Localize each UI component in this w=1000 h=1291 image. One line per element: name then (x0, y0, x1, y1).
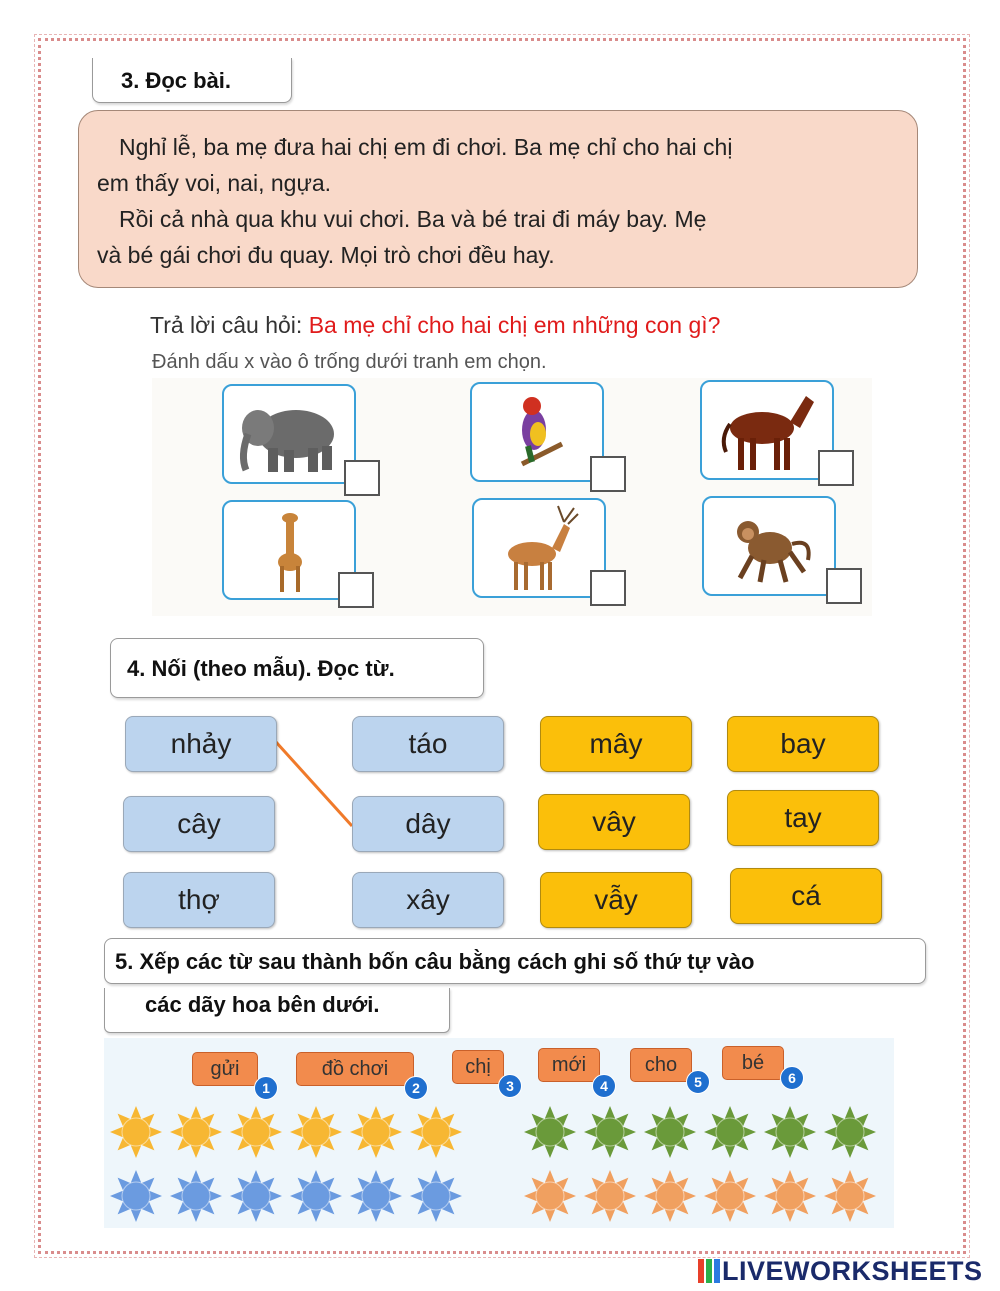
word-card[interactable]: dây (352, 796, 504, 852)
flower-icon[interactable] (764, 1106, 816, 1158)
tag-number: 5 (686, 1070, 710, 1094)
flower-icon[interactable] (584, 1170, 636, 1222)
tag-number: 6 (780, 1066, 804, 1090)
word-card[interactable]: xây (352, 872, 504, 928)
word-card[interactable]: vẫy (540, 872, 692, 928)
flower-icon[interactable] (110, 1170, 162, 1222)
section4-heading: 4. Nối (theo mẫu). Đọc từ. (110, 638, 484, 698)
word-card[interactable]: cây (123, 796, 275, 852)
section5-heading-continued: các dãy hoa bên dưới. (104, 988, 450, 1033)
word-tag: đồ chơi (296, 1052, 414, 1086)
word-card[interactable]: mây (540, 716, 692, 772)
flower-icon[interactable] (350, 1170, 402, 1222)
flower-icon[interactable] (764, 1170, 816, 1222)
story-line: Nghỉ lễ, ba mẹ đưa hai chị em đi chơi. Ba mẹ chỉ cho hai chị (119, 134, 733, 160)
story-line: Rồi cả nhà qua khu vui chơi. Ba và bé trai đi máy bay. Mẹ (119, 206, 707, 232)
flower-icon[interactable] (290, 1170, 342, 1222)
flower-icon[interactable] (290, 1106, 342, 1158)
flower-icon[interactable] (524, 1106, 576, 1158)
flower-icon[interactable] (410, 1106, 462, 1158)
word-card[interactable]: vây (538, 794, 690, 850)
tag-number: 1 (254, 1076, 278, 1100)
flower-icon[interactable] (350, 1106, 402, 1158)
section3-heading: 3. Đọc bài. (92, 58, 292, 103)
flower-icon[interactable] (704, 1170, 756, 1222)
section5-heading: 5. Xếp các từ sau thành bốn câu bằng cách ghi số thứ tự vào (104, 938, 926, 984)
flower-icon[interactable] (644, 1106, 696, 1158)
flower-icon[interactable] (584, 1106, 636, 1158)
story-line: và bé gái chơi đu quay. Mọi trò chơi đều hay. (97, 242, 555, 268)
tag-number: 4 (592, 1074, 616, 1098)
word-card[interactable]: táo (352, 716, 504, 772)
word-tag: bé (722, 1046, 784, 1080)
tag-number: 3 (498, 1074, 522, 1098)
word-tag: mới (538, 1048, 600, 1082)
flower-icon[interactable] (644, 1170, 696, 1222)
logo-icon (698, 1259, 720, 1283)
flower-icon[interactable] (170, 1106, 222, 1158)
word-tag: cho (630, 1048, 692, 1082)
flower-icon[interactable] (110, 1106, 162, 1158)
word-card[interactable]: tay (727, 790, 879, 846)
story-line: em thấy voi, nai, ngựa. (97, 170, 332, 196)
flower-icon[interactable] (824, 1170, 876, 1222)
question-prefix: Trả lời câu hỏi: (150, 312, 309, 338)
word-card[interactable]: thợ (123, 872, 275, 928)
flower-icon[interactable] (524, 1170, 576, 1222)
instruction: Đánh dấu x vào ô trống dưới tranh em chọn. (152, 351, 547, 373)
flower-icon[interactable] (410, 1170, 462, 1222)
flower-icon[interactable] (230, 1170, 282, 1222)
word-card[interactable]: bay (727, 716, 879, 772)
word-card[interactable]: cá (730, 868, 882, 924)
flower-rows (104, 1038, 894, 1228)
flower-icon[interactable] (704, 1106, 756, 1158)
liveworksheets-logo (698, 1256, 983, 1287)
flower-icon[interactable] (230, 1106, 282, 1158)
logo-text: LIVEWORKSHEETS (722, 1256, 983, 1286)
question-text: Ba mẹ chỉ cho hai chị em những con gì? (308, 312, 721, 338)
flower-icon[interactable] (824, 1106, 876, 1158)
word-tag: chị (452, 1050, 504, 1084)
flower-icon[interactable] (170, 1170, 222, 1222)
tag-number: 2 (404, 1076, 428, 1100)
word-tag: gửi (192, 1052, 258, 1086)
flower-rows-area (104, 1038, 894, 1228)
word-card[interactable]: nhảy (125, 716, 277, 772)
